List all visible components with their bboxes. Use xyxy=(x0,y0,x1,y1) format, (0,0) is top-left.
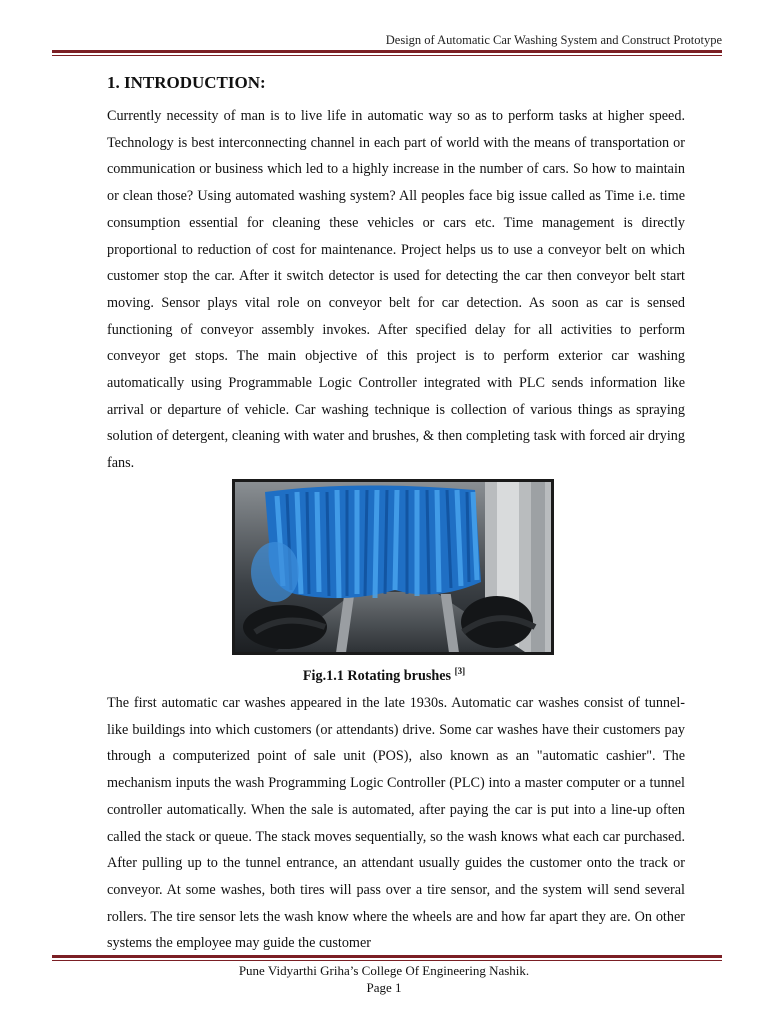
header-rule xyxy=(52,50,722,56)
figure-caption xyxy=(0,666,768,685)
brush-bristles xyxy=(251,485,481,602)
history-paragraph: The first automatic car washes appeared in the late 1930s. Automatic car washes consist of tunnel-like buildings into which customers (or attendants) drive. Some car washes have their customers pay through a computerized point of sale unit (POS), also known as an "automatic cashier". The mechanism inputs the wash Programming Logic Controller (PLC) into a master computer or a tunnel controller automatically. When the sale is automated, after paying the car is put into a line-up often called the stack or queue. The stack moves sequentially, so the wash knows what each car purchased. After pulling up to the tunnel entrance, an attendant usually guides the customer onto the track or conveyor. At some washes, both tires will pass over a tire sensor, and the system will send several rollers. The tire sensor lets the wash know where the wheels are and how far apart they are. On other systems the employee may guide the customer xyxy=(107,695,685,952)
footer-college-name: Pune Vidyarthi Griha’s College Of Engineering Nashik. xyxy=(238,963,530,978)
section-heading: 1. INTRODUCTION: xyxy=(107,73,266,92)
page-number: Page 1 xyxy=(366,980,402,995)
car-wash-illustration xyxy=(235,482,551,652)
figure-caption-text: Fig.1.1 Rotating brushes xyxy=(302,668,452,684)
figure-citation: [3] xyxy=(454,666,466,676)
running-header: Design of Automatic Car Washing System and Construct Prototype xyxy=(385,33,722,47)
footer-rule xyxy=(52,955,722,961)
rotating-brushes-photo xyxy=(232,479,554,655)
intro-paragraph: Currently necessity of man is to live life in automatic way so as to perform tasks at higher speed. Technology is best interconnecting channel in each part of world with the means of transportation or communication or business which led to a highly increase in the number of cars. So how to maintain or clean those? Using automated washing system? All peoples face big issue called as Time i.e. time consumption essential for cleaning these vehicles or cars etc. Time management is directly proportional to reduction of cost for maintenance. Project helps us to use a conveyor belt on which customer stop the car. After it switch detector is used for detecting the car then conveyor belt start moving. Sensor plays vital role on conveyor belt for car detection. As soon as car is sensed functioning of conveyor assembly invokes. After specified delay for all activities to perform conveyor get stops. The main objective of this project is to perform exterior car washing automatically using Programmable Logic Controller integrated with PLC sends information like arrival or departure of vehicle. Car washing technique is collection of various things as spraying solution of detergent, cleaning with water and brushes, & then completing task with forced air drying fans. xyxy=(107,108,685,472)
